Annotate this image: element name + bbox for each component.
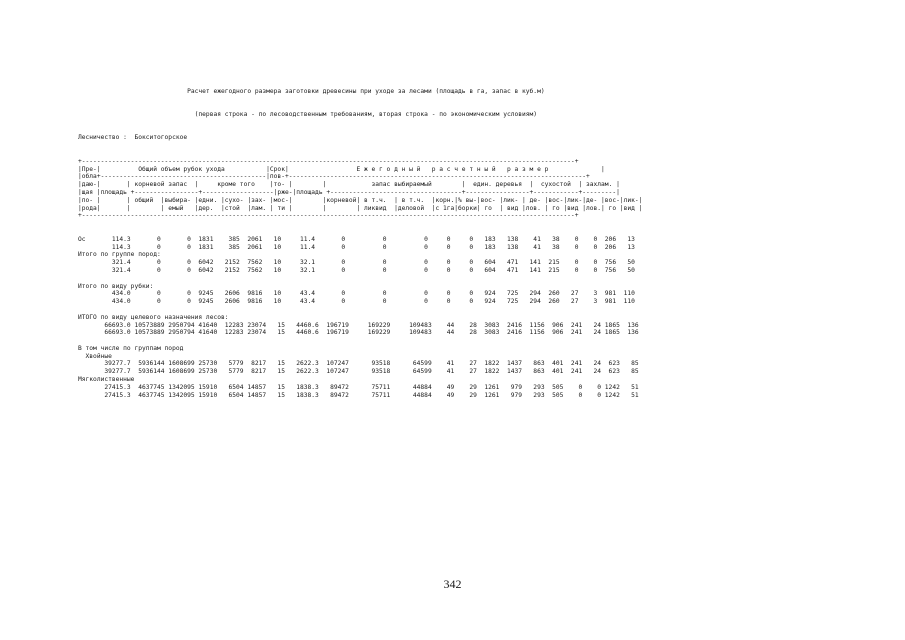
table-row: 434.0 0 0 9245 2606 9816 10 43.4 0 0 0 0 0 924 725 294 260 27 3 981 110	[78, 290, 635, 298]
table-header-line: |по- | | общий |выбира- |едни. |сухо- |зах- |мос-| |корневой| в т.ч. | в т.ч. |корн.|% вы-|вос- |лик- | де- |вос-|лик-|де- |вос-|лик-|	[78, 196, 643, 204]
table-row: В том числе по группам пород	[78, 344, 184, 352]
table-row: 321.4 0 0 6042 2152 7562 10 32.1 0 0 0 0 0 604 471 141 215 0 0 756 50	[78, 266, 635, 274]
table-row: 39277.7 5936144 1608699 25730 5779 8217 15 2622.3 107247 93518 64599 41 27 1822 1437 863 401 241 24 623 85	[78, 368, 639, 376]
table-row: 66693.0 10573889 2950794 41640 12283 23074 15 4460.6 196719 169229 109483 44 28 3083 2416 1156 906 241 24 1865 136	[78, 321, 639, 329]
forestry-line: Лесничество : Бокситогорское	[78, 134, 188, 142]
table-row: 27415.3 4637745 1342095 15910 6504 14857 15 1838.3 89472 75711 44884 49 29 1261 979 293 505 0 0 1242 51	[78, 391, 639, 399]
table-row: Ос 114.3 0 0 1831 385 2061 10 11.4 0 0 0 0 0 183 138 41 38 0 0 206 13	[78, 235, 635, 243]
forest-harvest-report	[78, 72, 642, 415]
table-row: 114.3 0 0 1831 385 2061 10 11.4 0 0 0 0 0 183 138 41 38 0 0 206 13	[78, 243, 635, 251]
table-row: 27415.3 4637745 1342095 15910 6504 14857 15 1838.3 89472 75711 44884 49 29 1261 979 293 505 0 0 1242 51	[78, 383, 639, 391]
table-row: Хвойные	[78, 352, 112, 360]
table-header-line: |обла+--------------------------------------------|пов-+-------------------------------------------------------------------------------+	[78, 173, 590, 181]
table-row: 321.4 0 0 6042 2152 7562 10 32.1 0 0 0 0 0 604 471 141 215 0 0 756 50	[78, 259, 635, 267]
table-header-line: |рода| | | емый |дер. |стой |лам. | ти | | | ликвид |деловой |с 1га|борки| го | вид |лов. | го |вид |лов.| го |вид |	[78, 204, 643, 212]
title-line-1: Расчет ежегодного размера заготовки древесины при уходе за лесами (площадь в га, запас в куб.м)	[78, 87, 545, 95]
table-header	[78, 158, 642, 220]
page-number: 342	[443, 577, 462, 591]
table-row: 66693.0 10573889 2950794 41640 12283 23074 15 4460.6 196719 169229 109483 44 28 3083 2416 1156 906 241 24 1865 136	[78, 329, 639, 337]
title-line-2: (первая строка - по лесоводственным требованиям, вторая строка - по экономическим условиям)	[78, 110, 538, 118]
table-row: ИТОГО по виду целевого назначения лесов:	[78, 313, 229, 321]
table-row: Итого по виду рубки:	[78, 282, 154, 290]
table-header-line: |Пре-| Общий объем рубок ухода |Срок| Е ж е г о д н ы й р а с ч е т н ы й р а з м е р |	[78, 165, 605, 173]
table-row	[78, 337, 642, 345]
table-header-line: |щая |площадь +-----------------+-------------------|рже-|площадь +-----------------------------------+-----------------+------------+---------|	[78, 188, 620, 196]
table-body	[78, 236, 642, 400]
table-row: Итого по группе пород:	[78, 251, 161, 259]
table-row: Мягколиственные	[78, 376, 135, 384]
table-row	[78, 275, 642, 283]
table-row: 434.0 0 0 9245 2606 9816 10 43.4 0 0 0 0 0 924 725 294 260 27 3 981 110	[78, 298, 635, 306]
table-header-line: |даю-| | корневой запас | кроме того |то- | | запас выбираемый | един. деревья | сухостой | захлам. |	[78, 181, 620, 189]
table-header-line: +-----------------------------------------------------------------------------------------------------------------------------------+	[78, 212, 579, 220]
table-row: 39277.7 5936144 1608699 25730 5779 8217 15 2622.3 107247 93518 64599 41 27 1822 1437 863 401 241 24 623 85	[78, 360, 639, 368]
table-row	[78, 306, 642, 314]
table-header-line: +-----------------------------------------------------------------------------------------------------------------------------------+	[78, 157, 579, 165]
